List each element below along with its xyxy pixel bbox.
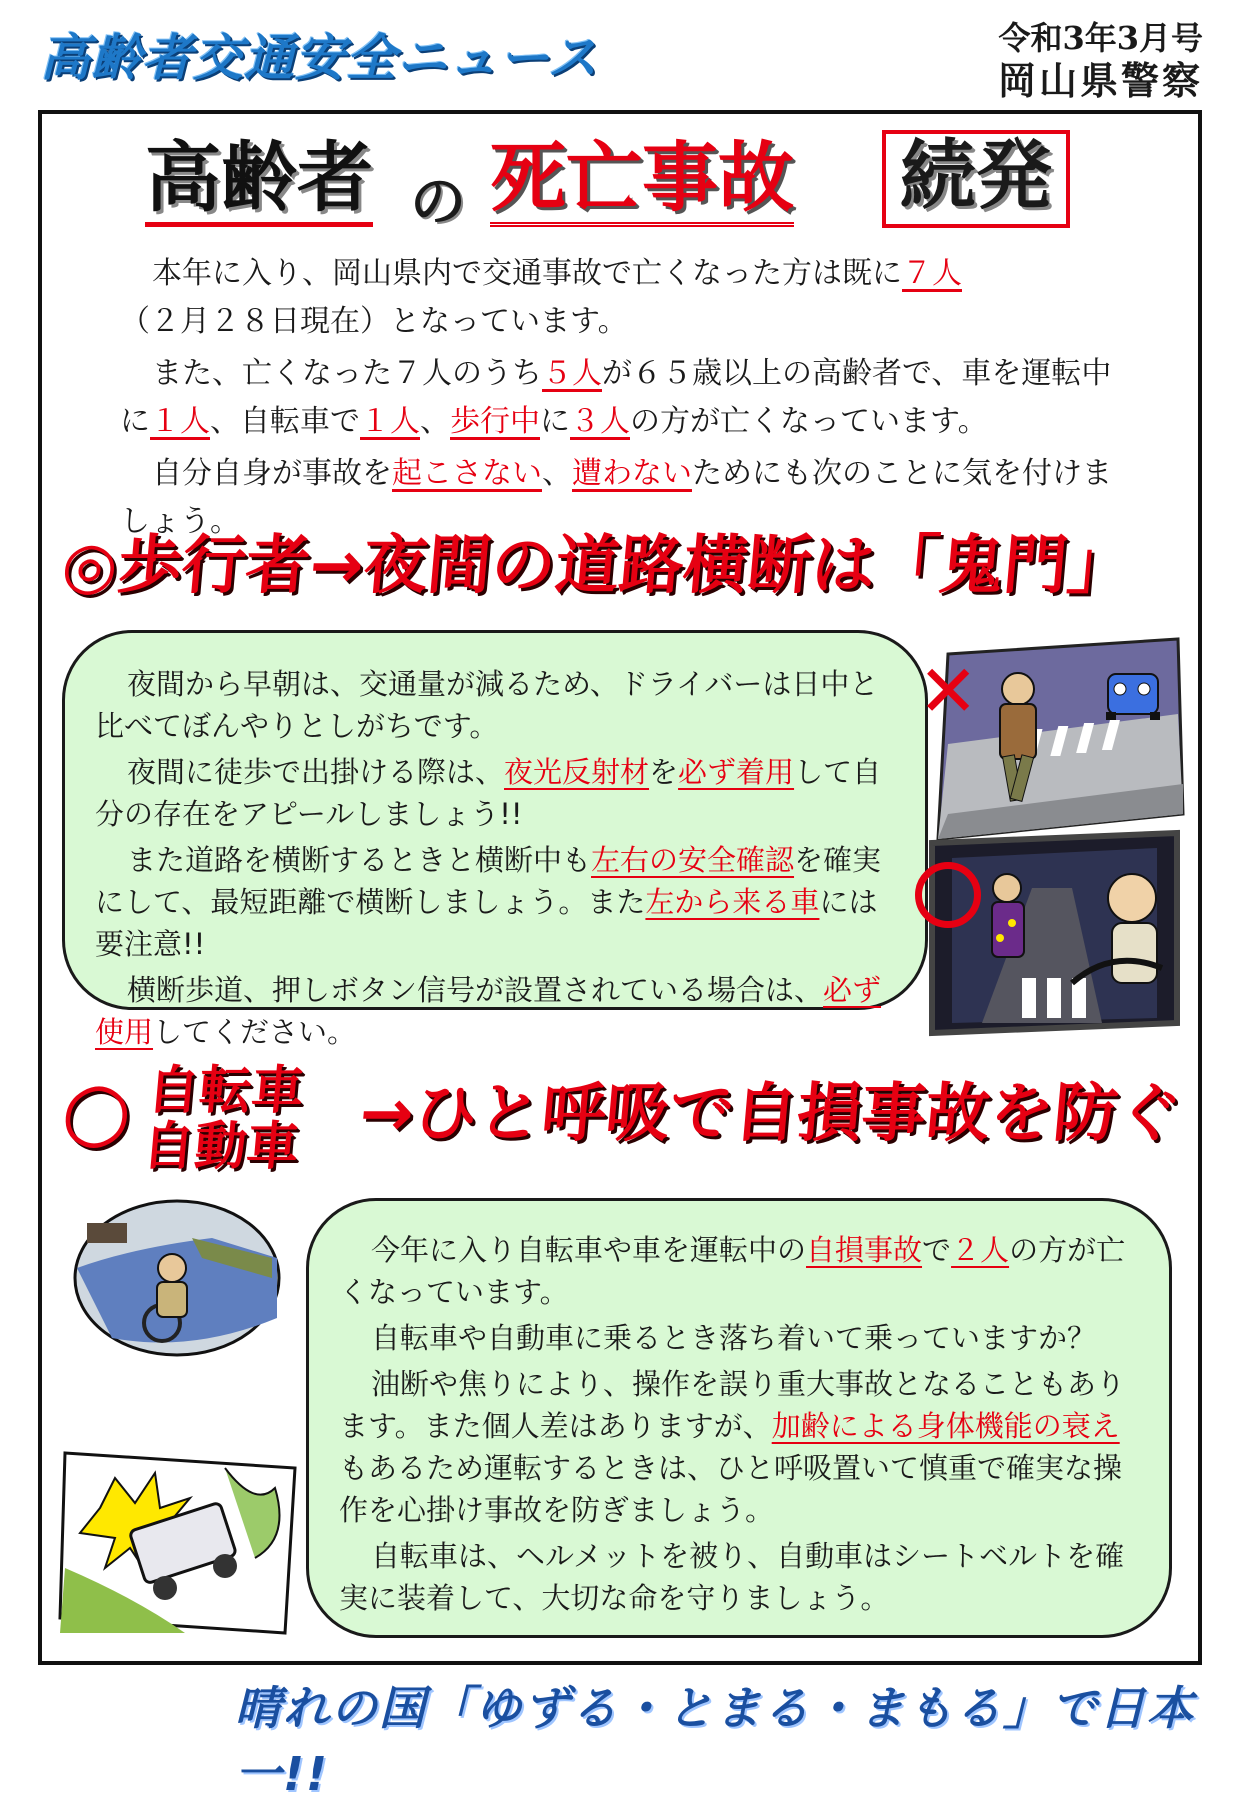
headline-fatal-accidents: 死亡事故 [490,138,794,227]
section-driving-vehicles [140,1063,306,1175]
heading-bicycle: 自転車 [144,1061,307,1121]
pedestrian-advice-bubble [62,630,928,1049]
headline-particle: の [410,170,466,235]
pedestrian-paragraph-1: 夜間から早朝は、交通量が減るため、ドライバーは日中と比べてぼんやりとしがちです。 [95,667,879,743]
elderly-cyclist-illustration [72,1198,282,1358]
wrong-mark-icon: ✕ [918,649,979,733]
heading-automobile: 自動車 [139,1117,302,1177]
section-driving-circle: ○ [57,1064,136,1157]
driving-paragraph-1: 今年に入り自転車や車を運転中の自損事故で２人の方が亡くなっています。 [339,1233,1126,1309]
issue-info [998,18,1203,104]
section-pedestrian-heading: ◎歩行者→夜間の道路横断は「鬼門」 [58,529,1135,603]
pedestrian-paragraph-2: 夜間に徒歩で出掛ける際は、夜光反射材を必ず着用して自分の存在をアピールしましょう!! [95,755,882,831]
correct-mark-icon [915,862,981,928]
night-crossing-correct-illustration [922,828,1184,1038]
masthead-title: 高齢者交通安全ニュース [40,29,599,87]
headline-boxed-word: 続発 [882,130,1070,228]
issuer: 岡山県警察 [997,58,1203,103]
intro-paragraph-1: 本年に入り、岡山県内で交通事故で亡くなった方は既に７人 （２月２８日現在）となっています。 [120,256,962,339]
intro-paragraph-2: また、亡くなった７人のうち５人が６５歳以上の高齢者で、車を運転中に１人、自転車で１人、歩行中に３人の方が亡くなっています。 [120,356,1112,439]
section-driving-heading: →ひと呼吸で自損事故を防ぐ [356,1077,1185,1151]
intro-text [120,250,1120,550]
driving-paragraph-4: 自転車は、ヘルメットを被り、自動車はシートベルトを確実に装着して、大切な命を守りましょう。 [339,1539,1125,1615]
driving-paragraph-2: 自転車や自動車に乗るとき落ち着いて乗っていますか？ [371,1321,1097,1355]
issue-date: 令和3年3月号 [998,19,1203,57]
driving-advice-bubble [306,1198,1172,1638]
footer-slogan: 晴れの国「ゆずる・とまる・まもる」で日本一!! [235,1681,1195,1801]
truck-accident-illustration [55,1448,300,1638]
pedestrian-paragraph-3: また道路を横断するときと横断中も左右の安全確認を確実にして、最短距離で横断しましょう。また左から来る車には要注意!! [95,843,882,961]
intro-paragraph-3: 自分自身が事故を起こさない、遭わないためにも次のことに気を付けましょう。 [120,456,1112,539]
headline-elderly: 高齢者 [145,138,373,227]
driving-paragraph-3: 油断や焦りにより、操作を誤り重大事故となることもあります。また個人差はありますが、加齢による身体機能の衰えもあるため運転するときは、ひと呼吸置いて慎重で確実な操作を心掛け事故を防ぎましょう。 [339,1367,1126,1527]
pedestrian-paragraph-4: 横断歩道、押しボタン信号が設置されている場合は、必ず使用してください。 [95,973,882,1049]
